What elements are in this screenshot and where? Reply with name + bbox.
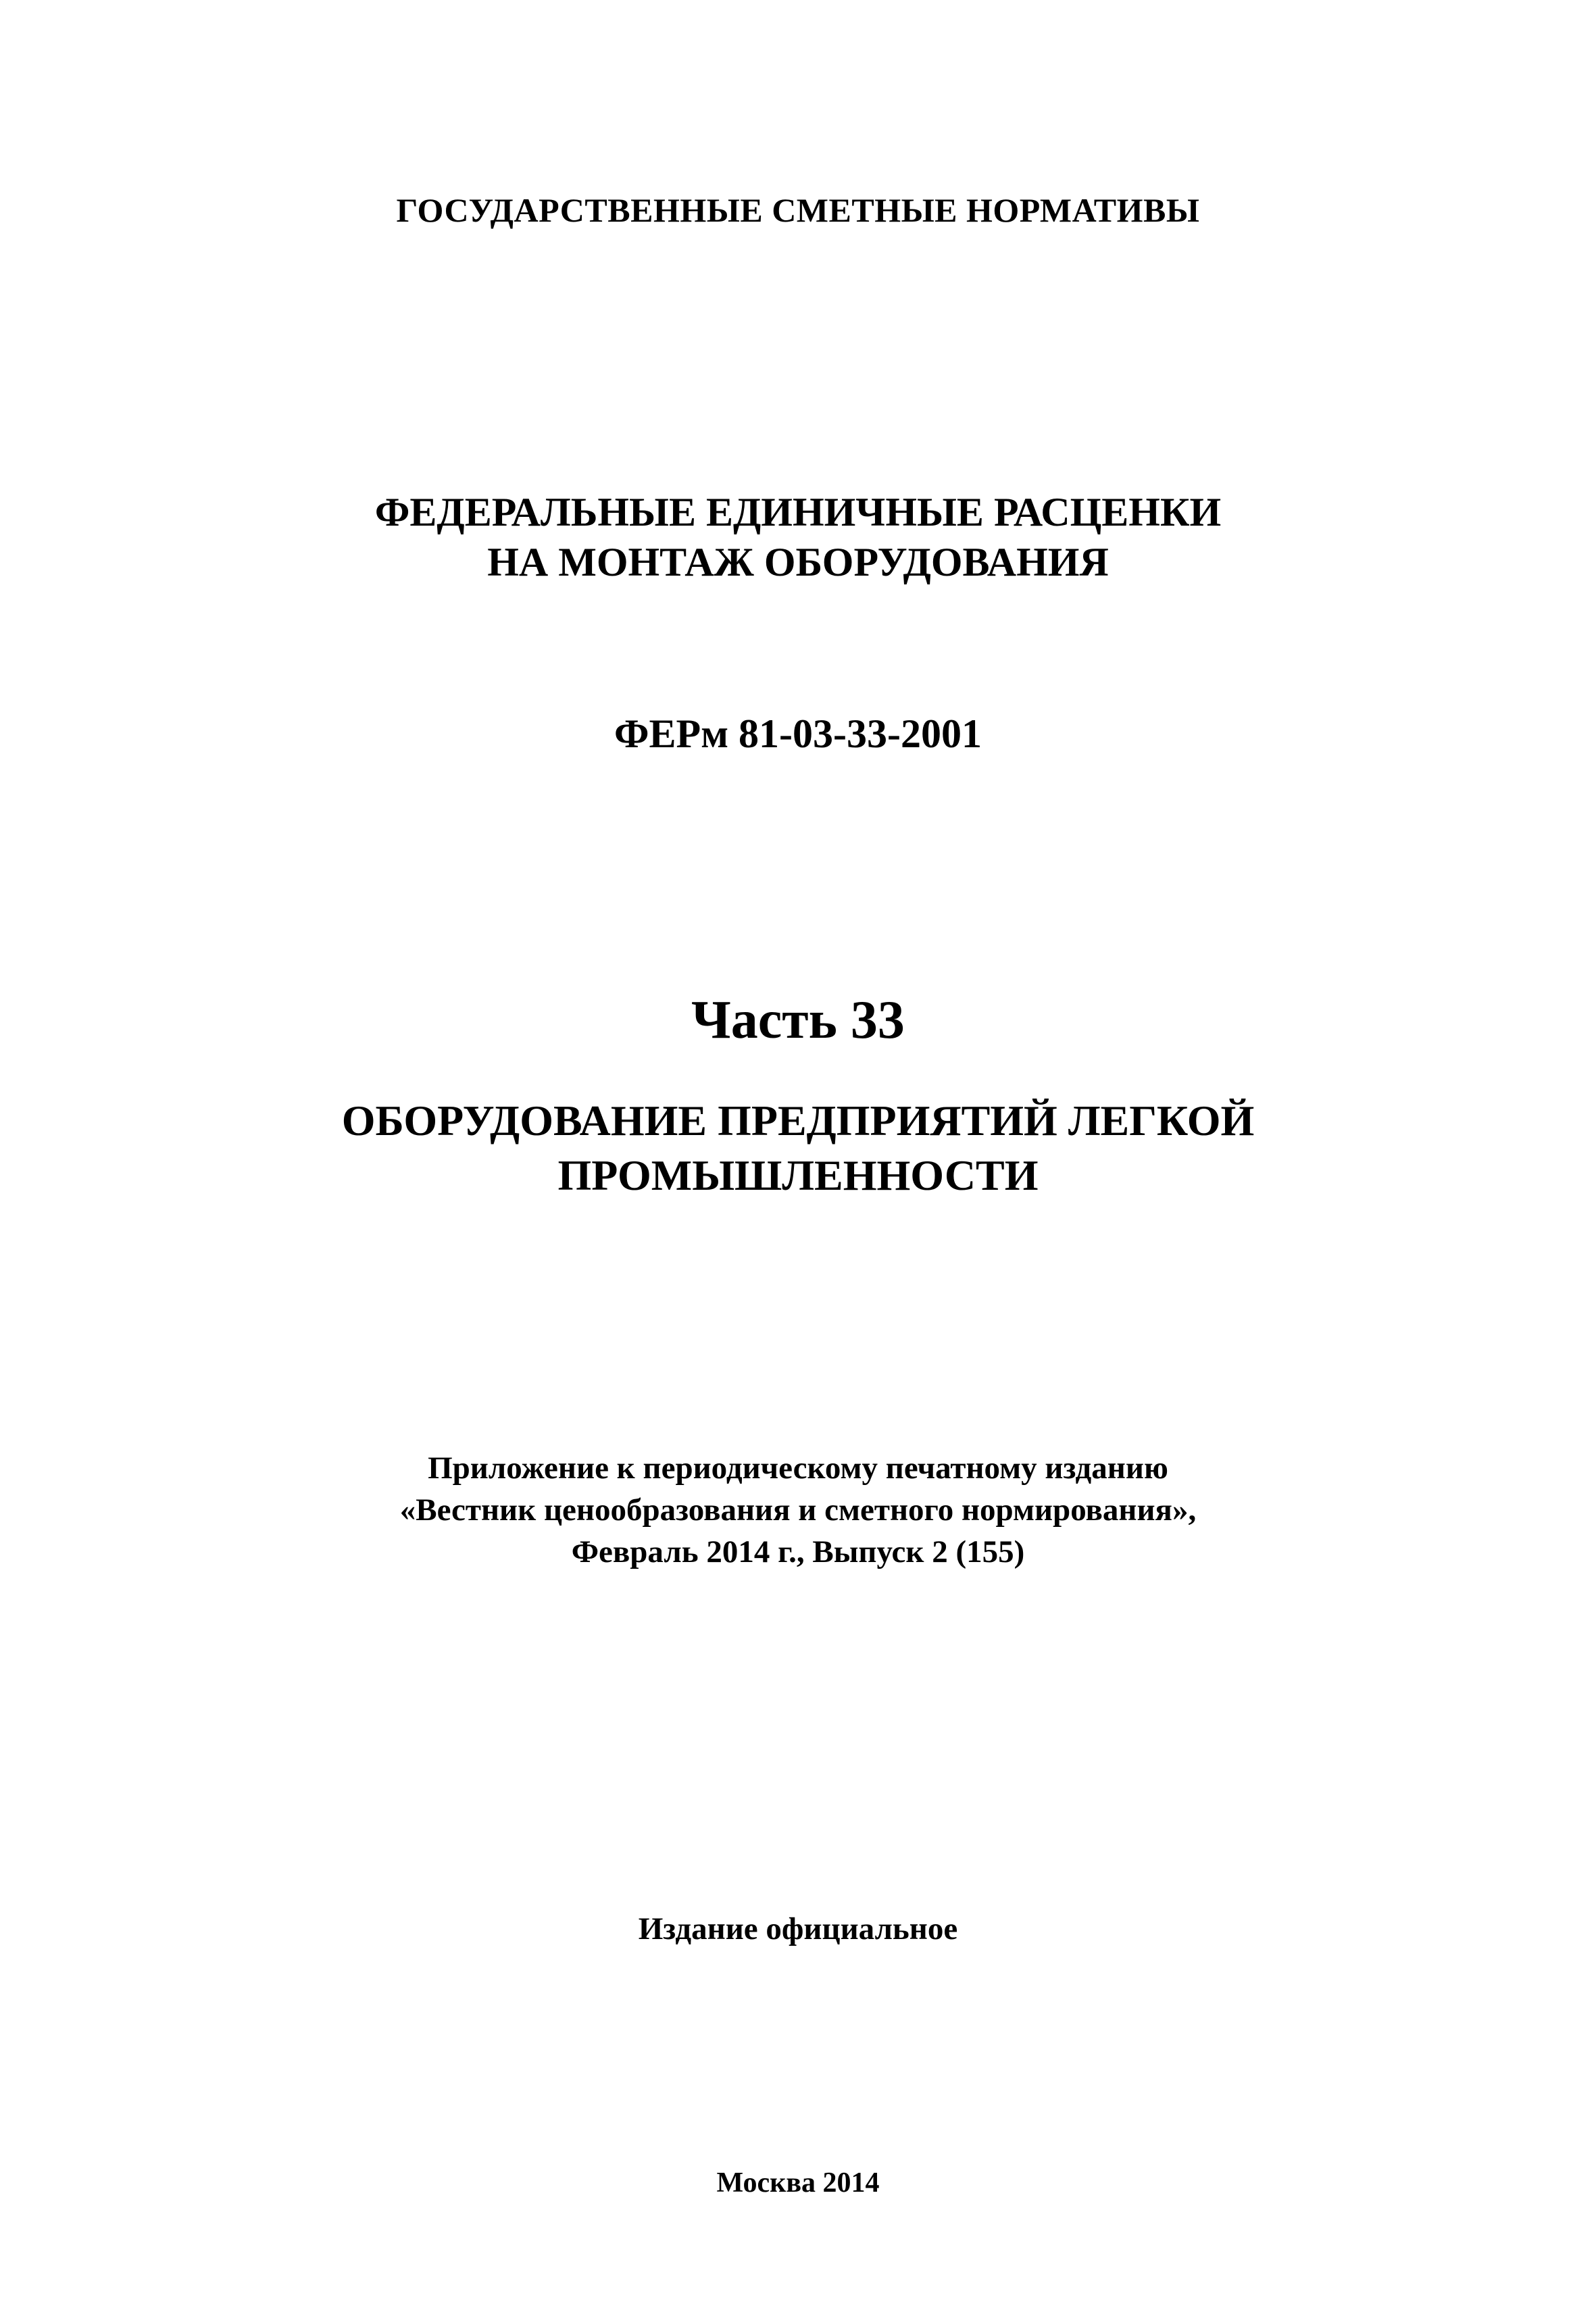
appendix-note-line-3: Февраль 2014 г., Выпуск 2 (155): [571, 1534, 1025, 1569]
document-title-line-2: НА МОНТАЖ ОБОРУДОВАНИЯ: [487, 540, 1109, 584]
appendix-note-line-1: Приложение к периодическому печатному изданию: [428, 1451, 1168, 1486]
appendix-note-line-2: «Вестник ценообразования и сметного нормирования»,: [399, 1492, 1197, 1528]
part-subject-line-1: ОБОРУДОВАНИЕ ПРЕДПРИЯТИЙ ЛЕГКОЙ: [341, 1097, 1255, 1145]
part-subject-line-2: ПРОМЫШЛЕННОСТИ: [557, 1151, 1039, 1199]
document-code: ФЕРм 81-03-33-2001: [614, 711, 982, 756]
publication-place-year: Москва 2014: [716, 2167, 880, 2198]
part-number: Часть 33: [691, 990, 905, 1050]
series-heading: ГОСУДАРСТВЕННЫЕ СМЕТНЫЕ НОРМАТИВЫ: [396, 191, 1200, 229]
document-title-line-1: ФЕДЕРАЛЬНЫЕ ЕДИНИЧНЫЕ РАСЦЕНКИ: [374, 490, 1222, 534]
edition-label: Издание официальное: [638, 1911, 958, 1946]
